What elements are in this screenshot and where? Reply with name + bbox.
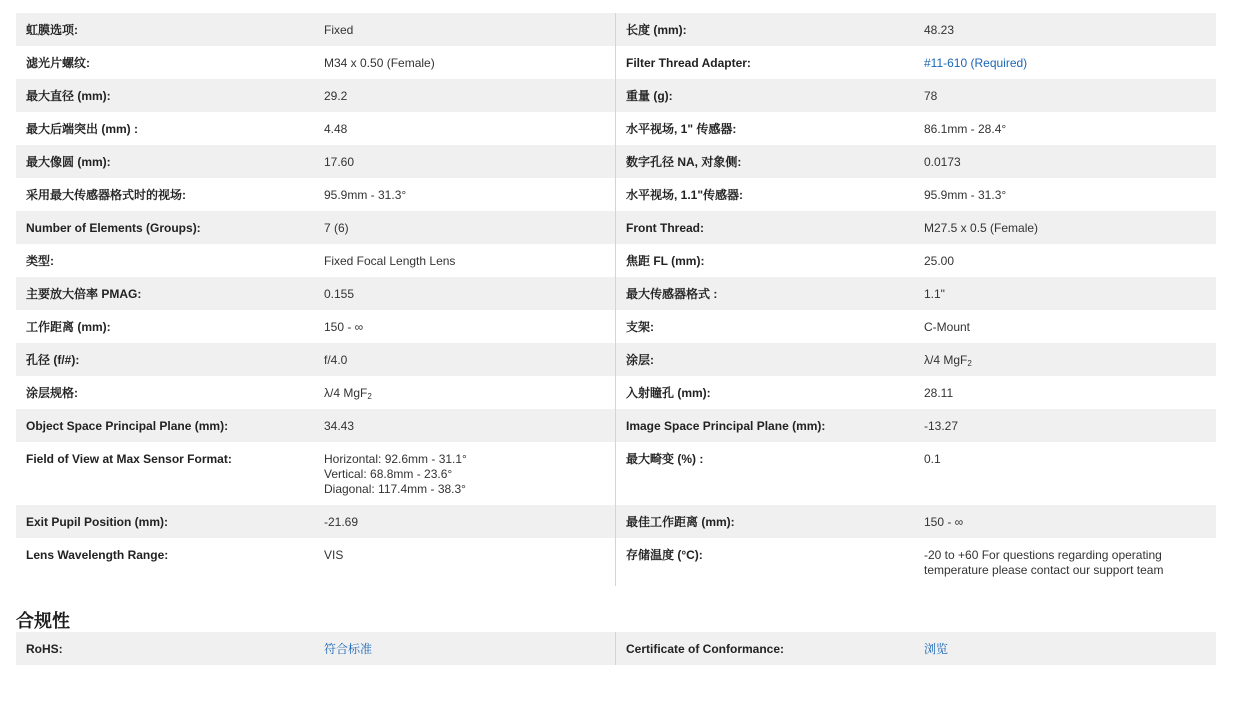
spec-label: 最大畸变 (%) : — [626, 452, 704, 466]
spec-row — [16, 343, 1216, 376]
spec-label: 工作距离 (mm): — [26, 320, 111, 334]
spec-row — [16, 442, 1216, 505]
spec-row — [16, 13, 1216, 46]
spec-value: 48.23 — [924, 23, 955, 37]
spec-label: 水平视场, 1.1"传感器: — [626, 188, 744, 202]
spec-value: 7 (6) — [324, 221, 349, 235]
spec-value: 95.9mm - 31.3° — [924, 188, 1007, 202]
spec-label: 最大传感器格式 : — [626, 287, 718, 301]
spec-label: 最佳工作距离 (mm): — [626, 515, 735, 529]
rohs-label: RoHS: — [26, 642, 63, 656]
spec-label: 长度 (mm): — [626, 23, 687, 37]
spec-label: 虹膜选项: — [26, 23, 78, 37]
spec-label: Object Space Principal Plane (mm): — [26, 419, 229, 433]
spec-label: 重量 (g): — [626, 89, 673, 103]
spec-value: 150 - ∞ — [324, 320, 364, 334]
spec-value: Fixed — [324, 23, 354, 37]
spec-value: 25.00 — [924, 254, 955, 268]
spec-value: 28.11 — [924, 386, 954, 400]
spec-label: Lens Wavelength Range: — [26, 548, 169, 562]
spec-value: 17.60 — [324, 155, 355, 169]
spec-label: 滤光片螺纹: — [26, 56, 90, 70]
spec-row — [16, 211, 1216, 244]
compliance-table — [16, 632, 1216, 665]
coc-view-link[interactable]: 浏览 — [924, 642, 949, 656]
spec-value: 29.2 — [324, 89, 348, 103]
spec-value: 0.0173 — [924, 155, 961, 169]
spec-label: 水平视场, 1" 传感器: — [626, 122, 737, 136]
spec-label: 最大像圆 (mm): — [26, 155, 111, 169]
spec-value: 34.43 — [324, 419, 355, 433]
spec-label: 存储温度 (°C): — [626, 548, 703, 562]
spec-value: 0.155 — [324, 287, 355, 301]
spec-value: 1.1" — [924, 287, 945, 301]
spec-value: f/4.0 — [324, 353, 348, 367]
spec-row — [16, 145, 1216, 178]
coc-label: Certificate of Conformance: — [626, 642, 785, 656]
spec-value: -20 to +60 For questions regarding operating temperature please contact our support team — [924, 548, 1164, 577]
spec-row — [16, 409, 1216, 442]
spec-value: -21.69 — [324, 515, 359, 529]
spec-value: 86.1mm - 28.4° — [924, 122, 1007, 136]
filter-thread-adapter-link[interactable]: #11-610 (Required) — [924, 56, 1028, 70]
spec-label: 孔径 (f/#): — [26, 353, 80, 367]
spec-label: 采用最大传感器格式时的视场: — [26, 188, 186, 202]
spec-label: 最大直径 (mm): — [26, 89, 111, 103]
spec-label: 涂层规格: — [26, 386, 78, 400]
spec-value: C-Mount — [924, 320, 971, 334]
spec-label: Exit Pupil Position (mm): — [26, 515, 169, 529]
spec-label: 焦距 FL (mm): — [626, 254, 705, 268]
compliance-section-title: 合规性 — [16, 611, 70, 631]
spec-label: 数字孔径 NA, 对象侧: — [626, 155, 742, 169]
spec-label: Image Space Principal Plane (mm): — [626, 419, 826, 433]
spec-value: 95.9mm - 31.3° — [324, 188, 407, 202]
spec-row — [16, 538, 1216, 586]
spec-label: 支架: — [626, 320, 654, 334]
spec-row — [16, 277, 1216, 310]
spec-value: 150 - ∞ — [924, 515, 964, 529]
spec-label: 主要放大倍率 PMAG: — [26, 287, 142, 301]
spec-label: Filter Thread Adapter: — [626, 56, 751, 70]
spec-label: 最大后端突出 (mm) : — [26, 122, 138, 136]
spec-value: 78 — [924, 89, 938, 103]
spec-row — [16, 178, 1216, 211]
spec-row — [16, 505, 1216, 538]
spec-value: Fixed Focal Length Lens — [324, 254, 456, 268]
spec-label: 入射瞳孔 (mm): — [626, 386, 711, 400]
spec-row — [16, 79, 1216, 112]
spec-value: -13.27 — [924, 419, 959, 433]
spec-label: Front Thread: — [626, 221, 704, 235]
spec-label: Number of Elements (Groups): — [26, 221, 201, 235]
spec-row — [16, 244, 1216, 277]
rohs-compliant-link[interactable]: 符合标准 — [324, 642, 373, 656]
spec-value: λ/4 MgF$_2$ — [924, 353, 972, 368]
specifications-table — [16, 13, 1216, 586]
spec-label: Field of View at Max Sensor Format: — [26, 452, 232, 466]
spec-label: 涂层: — [626, 353, 654, 367]
spec-value: M34 x 0.50 (Female) — [324, 56, 435, 70]
spec-value: λ/4 MgF$_2$ — [324, 386, 372, 401]
spec-row — [16, 310, 1216, 343]
spec-value: Horizontal: 92.6mm - 31.1° Vertical: 68.8mm - 23.6° Diagonal: 117.4mm - 38.3° — [324, 452, 467, 496]
spec-row — [16, 376, 1216, 409]
spec-row — [16, 112, 1216, 145]
spec-row — [16, 46, 1216, 79]
spec-value: 4.48 — [324, 122, 348, 136]
spec-label: 类型: — [26, 254, 54, 268]
compliance-row — [16, 632, 1216, 665]
spec-value: VIS — [324, 548, 344, 562]
spec-value: M27.5 x 0.5 (Female) — [924, 221, 1039, 235]
spec-value: 0.1 — [924, 452, 941, 466]
